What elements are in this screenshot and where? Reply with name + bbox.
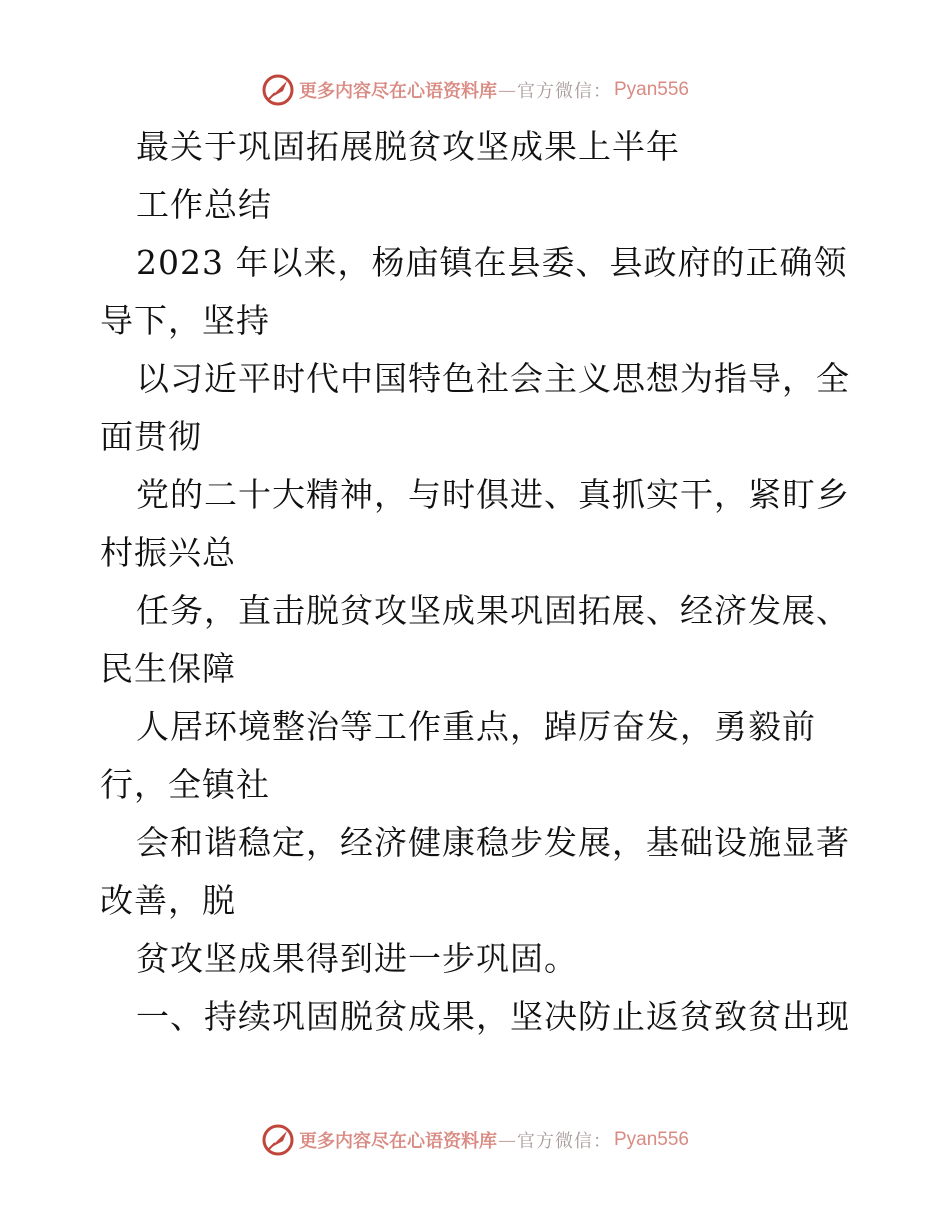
doc-title-line-2: 工作总结: [136, 185, 272, 224]
paragraph-line: 2023 年以来，杨庙镇在县委、县政府的正确领: [136, 243, 848, 282]
paragraph-line: 面贯彻: [100, 417, 202, 456]
banner-wechat-id: Pyan556: [613, 79, 689, 100]
banner-brand-text: 更多内容尽在心语资料库: [298, 1131, 497, 1152]
paragraph-line: 任务，直击脱贫攻坚成果巩固拓展、经济发展、: [136, 591, 850, 630]
quill-logo-icon: [261, 1123, 295, 1157]
paragraph-line: 导下，坚持: [100, 301, 270, 340]
header-banner: [0, 70, 950, 110]
banner-dash: —: [497, 79, 516, 101]
paragraph-line: 改善，脱: [100, 881, 236, 920]
doc-title-line-1: 最关于巩固拓展脱贫攻坚成果上半年: [136, 127, 680, 166]
banner-brand-text: 更多内容尽在心语资料库: [298, 81, 497, 102]
paragraph-line: 贫攻坚成果得到进一步巩固。: [136, 939, 578, 978]
paragraph-line: 民生保障: [100, 649, 236, 688]
paragraph-line: 村振兴总: [100, 533, 236, 572]
quill-logo-icon: [261, 73, 295, 107]
banner-wechat-label: 官方微信：: [516, 81, 612, 102]
section-heading: 一、持续巩固脱贫成果，坚决防止返贫致贫出现: [136, 997, 850, 1036]
banner-dash: —: [497, 1129, 516, 1151]
paragraph-line: 人居环境整治等工作重点，踔厉奋发，勇毅前: [136, 707, 816, 746]
banner-wechat-label: 官方微信：: [516, 1131, 612, 1152]
footer-banner: [0, 1120, 950, 1160]
paragraph-line: 会和谐稳定，经济健康稳步发展，基础设施显著: [136, 823, 850, 862]
paragraph-line: 以习近平时代中国特色社会主义思想为指导，全: [136, 359, 850, 398]
paragraph-line: 行，全镇社: [100, 765, 270, 804]
paragraph-line: 党的二十大精神，与时俱进、真抓实干，紧盯乡: [136, 475, 850, 514]
banner-wechat-id: Pyan556: [613, 1129, 689, 1150]
